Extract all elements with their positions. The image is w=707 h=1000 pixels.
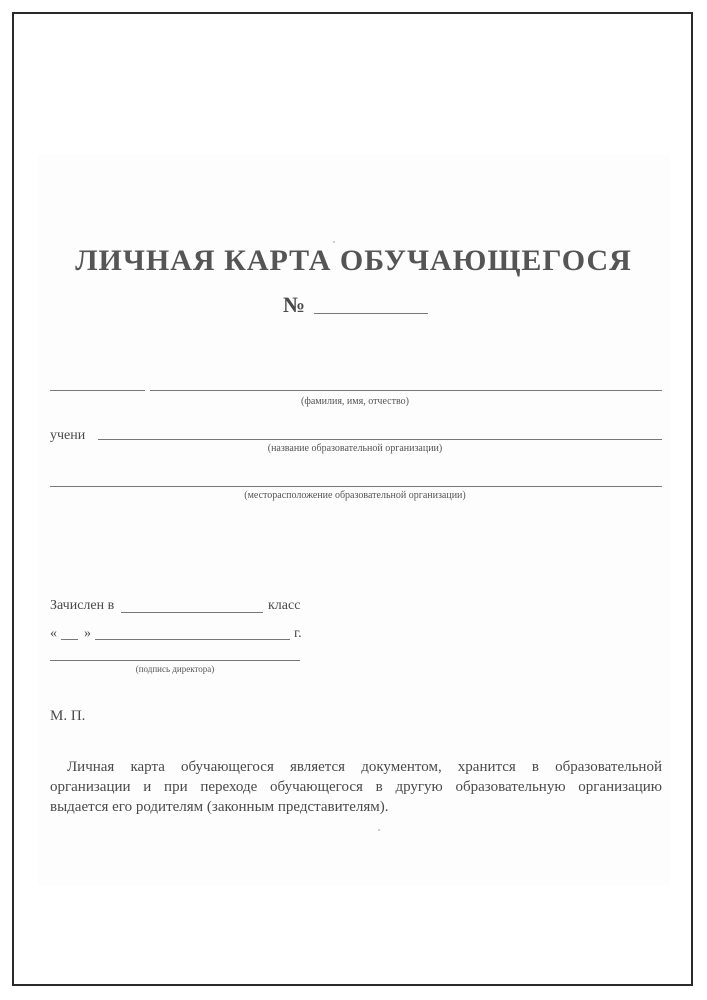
date-month-year-field[interactable]: [95, 639, 290, 640]
date-quote-open: «: [50, 626, 57, 641]
note-line-3: выдается его родителям (законным представителям).: [50, 799, 389, 815]
speck: [333, 241, 335, 243]
document-number-field[interactable]: [314, 313, 428, 314]
document-number-label: №: [283, 292, 306, 317]
note-paragraph: [50, 757, 662, 817]
fio-field-part2[interactable]: [150, 390, 662, 391]
director-signature-field[interactable]: [50, 660, 300, 661]
fio-caption: (фамилия, имя, отчество): [301, 396, 409, 407]
class-field[interactable]: [121, 612, 263, 613]
date-day-field[interactable]: [61, 639, 78, 640]
org-location-field[interactable]: [50, 486, 662, 487]
date-year-suffix: г.: [294, 626, 302, 641]
class-label: класс: [268, 598, 301, 613]
note-line-1: Личная карта обучающегося является документом, хранится в образовательной: [67, 759, 662, 775]
fio-field-part1[interactable]: [50, 390, 145, 391]
org-name-field[interactable]: [98, 439, 662, 440]
stamp-label: М. П.: [50, 708, 86, 724]
org-location-caption: (месторасположение образовательной организации): [244, 490, 466, 501]
date-quote-close: »: [84, 626, 91, 641]
note-line-2: организации и при переходе обучающегося в другую образовательную организацию: [50, 779, 662, 795]
enrolled-label: Зачислен в: [50, 598, 115, 613]
org-name-caption: (название образовательной организации): [267, 443, 443, 454]
document-title: ЛИЧНАЯ КАРТА ОБУЧАЮЩЕГОСЯ: [75, 244, 632, 277]
director-caption: (подпись директора): [135, 664, 215, 674]
speck: [378, 829, 380, 831]
student-label: учени: [50, 428, 86, 443]
